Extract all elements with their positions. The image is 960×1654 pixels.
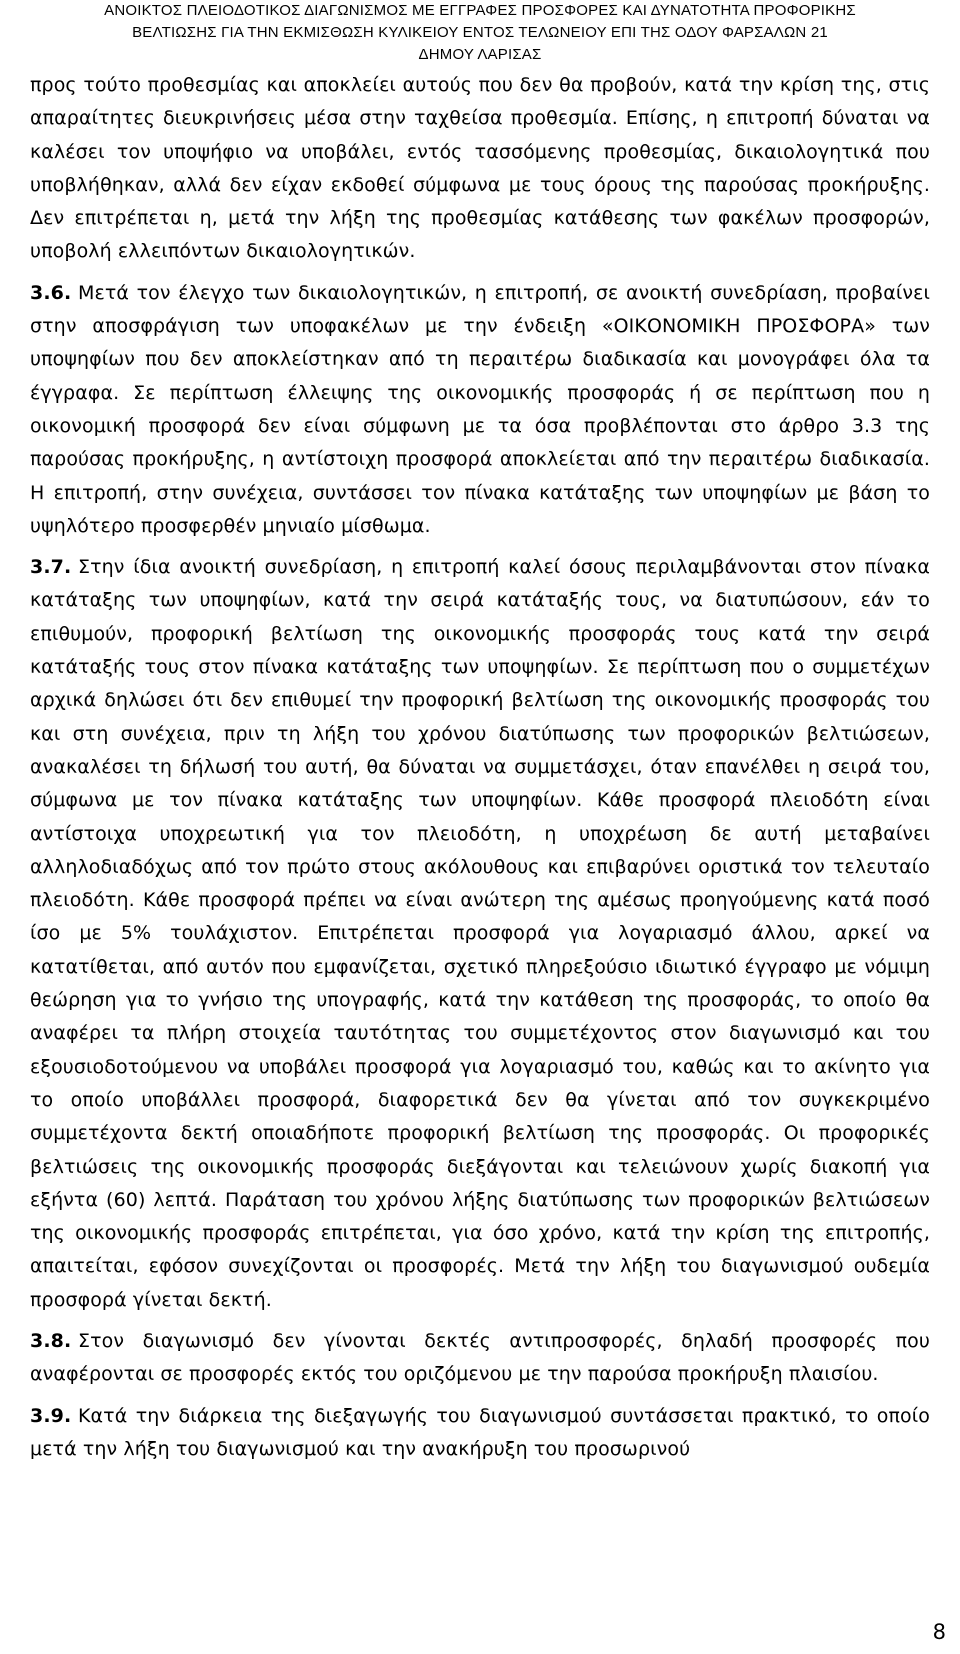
header-line-3: ΔΗΜΟΥ ΛΑΡΙΣΑΣ [418, 46, 542, 63]
section-text: Κατά την διάρκεια της διεξαγωγής του διαγωνισμού συντάσσεται πρακτικό, το οποίο μετά την λήξη του διαγωνισμού και την ανακήρυξη του προσωρινού [30, 1404, 930, 1460]
paragraph-continuation [30, 69, 930, 269]
section-3-9 [30, 1400, 930, 1467]
section-3-6 [30, 277, 930, 543]
page-number: 8 [932, 1620, 946, 1644]
section-number: 3.8. [30, 1329, 72, 1352]
section-3-8 [30, 1325, 930, 1392]
header-line-2: ΒΕΛΤΙΩΣΗΣ ΓΙΑ ΤΗΝ ΕΚΜΙΣΘΩΣΗ ΚΥΛΙΚΕΙΟΥ ΕΝΤΟΣ ΤΕΛΩΝΕΙΟΥ ΕΠΙ ΤΗΣ ΟΔΟΥ ΦΑΡΣΑΛΩΝ 21 [132, 24, 828, 41]
section-number: 3.9. [30, 1404, 72, 1427]
section-text: Στην ίδια ανοικτή συνεδρίαση, η επιτροπή καλεί όσους περιλαμβάνονται στον πίνακα κατάταξης των υποψηφίων, κατά την σειρά κατάταξής τους, να διατυπώσουν, εάν το επιθυμούν, προφορική βελτίωση της οικονομικής προσφοράς τους κατά την σειρά κατάταξής τους στον πίνακα κατάταξης των υποψηφίων. Σε περίπτωση που ο συμμετέχων αρχικά δηλώσει ότι δεν επιθυμεί την προφορική βελτίωση της οικονομικής προσφοράς του και στη συνέχεια, πριν τη λήξη του χρόνου διατύπωσης των προφορικών βελτιώσεων, ανακαλέσει τη δήλωσή του αυτή, θα δύναται να συμμετάσχει, όταν επανέλθει η σειρά του, σύμφωνα με τον πίνακα κατάταξης των υποψηφίων. Κάθε προσφορά πλειοδότη είναι αντίστοιχα υποχρεωτική για τον πλειοδότη, η υποχρέωση δε αυτή μεταβαίνει αλληλοδιαδόχως από τον πρώτο στους ακόλουθους και επιβαρύνει οριστικά τον τελευταίο πλειοδότη. Κάθε προσφορά πρέπει να είναι ανώτερη της αμέσως προηγούμενης κατά ποσό ίσο με 5% τουλάχιστον. Επιτρέπεται προσφορά για λογαριασμό άλλου, αρκεί να κατατίθεται, από αυτόν που εμφανίζεται, σχετικό πληρεξούσιο ιδιωτικό έγγραφο με νόμιμη θεώρηση για το γνήσιο της υπογραφής, κατά την κατάθεση της προσφοράς, το οποίο θα αναφέρει τα πλήρη στοιχεία ταυτότητας του συμμετέχοντος στον διαγωνισμό και του εξουσιοδοτούμενου να υποβάλει προσφορά για λογαριασμό του, καθώς και το ακίνητο για το οποίο υποβάλλει προσφορά, διαφορετικά δεν θα γίνεται από τον συγκεκριμένο συμμετέχοντα δεκτή οποιαδήποτε προφορική βελτίωση της προσφοράς. Οι προφορικές βελτιώσεις της οικονομικής προσφοράς διεξάγονται και τελειώνουν χωρίς διακοπή για εξήντα (60) λεπτά. Παράταση του χρόνου λήξης διατύπωσης των προφορικών βελτιώσεων της οικονομικής προσφοράς επιτρέπεται, για όσο χρόνο, κατά την κρίση της επιτροπής, απαιτείται, εφόσον συνεχίζονται οι προσφορές. Μετά την λήξη του διαγωνισμού ουδεμία προσφορά γίνεται δεκτή. [30, 556, 930, 1311]
section-number: 3.6. [30, 281, 72, 304]
document-header [30, 0, 930, 66]
header-line-1: ΑΝΟΙΚΤΟΣ ΠΛΕΙΟΔΟΤΙΚΟΣ ΔΙΑΓΩΝΙΣΜΟΣ ΜΕ ΕΓΓΡΑΦΕΣ ΠΡΟΣΦΟΡΕΣ ΚΑΙ ΔΥΝΑΤΟΤΗΤΑ ΠΡΟΦΟΡΙΚΗΣ [104, 2, 856, 19]
document-body [30, 69, 930, 1474]
section-text: Στον διαγωνισμό δεν γίνονται δεκτές αντιπροσφορές, δηλαδή προσφορές που αναφέρονται σε προσφορές εκτός του οριζόμενου με την παρούσα προκήρυξη πλαισίου. [30, 1329, 930, 1386]
section-number: 3.7. [30, 556, 72, 579]
paragraph-text: προς τούτο προθεσμίας και αποκλείει αυτούς που δεν θα προβούν, κατά την κρίση της, στις απαραίτητες διευκρινήσεις μέσα στην ταχθείσα προθεσμία. Επίσης, η επιτροπή δύναται να καλέσει τον υποψήφιο να υποβάλει, εντός τασσόμενης προθεσμίας, δικαιολογητικά που υποβλήθηκαν, αλλά δεν είχαν εκδοθεί σύμφωνα με τους όρους της παρούσας προκήρυξης. Δεν επιτρέπεται η, μετά την λήξη της προθεσμίας κατάθεσης των φακέλων προσφορών, υποβολή ελλειπόντων δικαιολογητικών. [30, 74, 930, 263]
section-text: Μετά τον έλεγχο των δικαιολογητικών, η επιτροπή, σε ανοικτή συνεδρίαση, προβαίνει στην αποσφράγιση των υποφακέλων με την ένδειξη «ΟΙΚΟΝΟΜΙΚΗ ΠΡΟΣΦΟΡΑ» των υποψηφίων που δεν αποκλείστηκαν από τη περαιτέρω διαδικασία και μονογράφει όλα τα έγγραφα. Σε περίπτωση έλλειψης της οικονομικής προσφοράς ή σε περίπτωση που η οικονομική προσφορά δεν είναι σύμφωνη με τα όσα προβλέπονται στο άρθρο 3.3 της παρούσας προκήρυξης, η αντίστοιχη προσφορά αποκλείεται από την περαιτέρω διαδικασία. Η επιτροπή, στην συνέχεια, συντάσσει τον πίνακα κατάταξης των υποψηφίων με βάση το υψηλότερο προσφερθέν μηνιαίο μίσθωμα. [30, 281, 930, 537]
section-3-7 [30, 551, 930, 1317]
